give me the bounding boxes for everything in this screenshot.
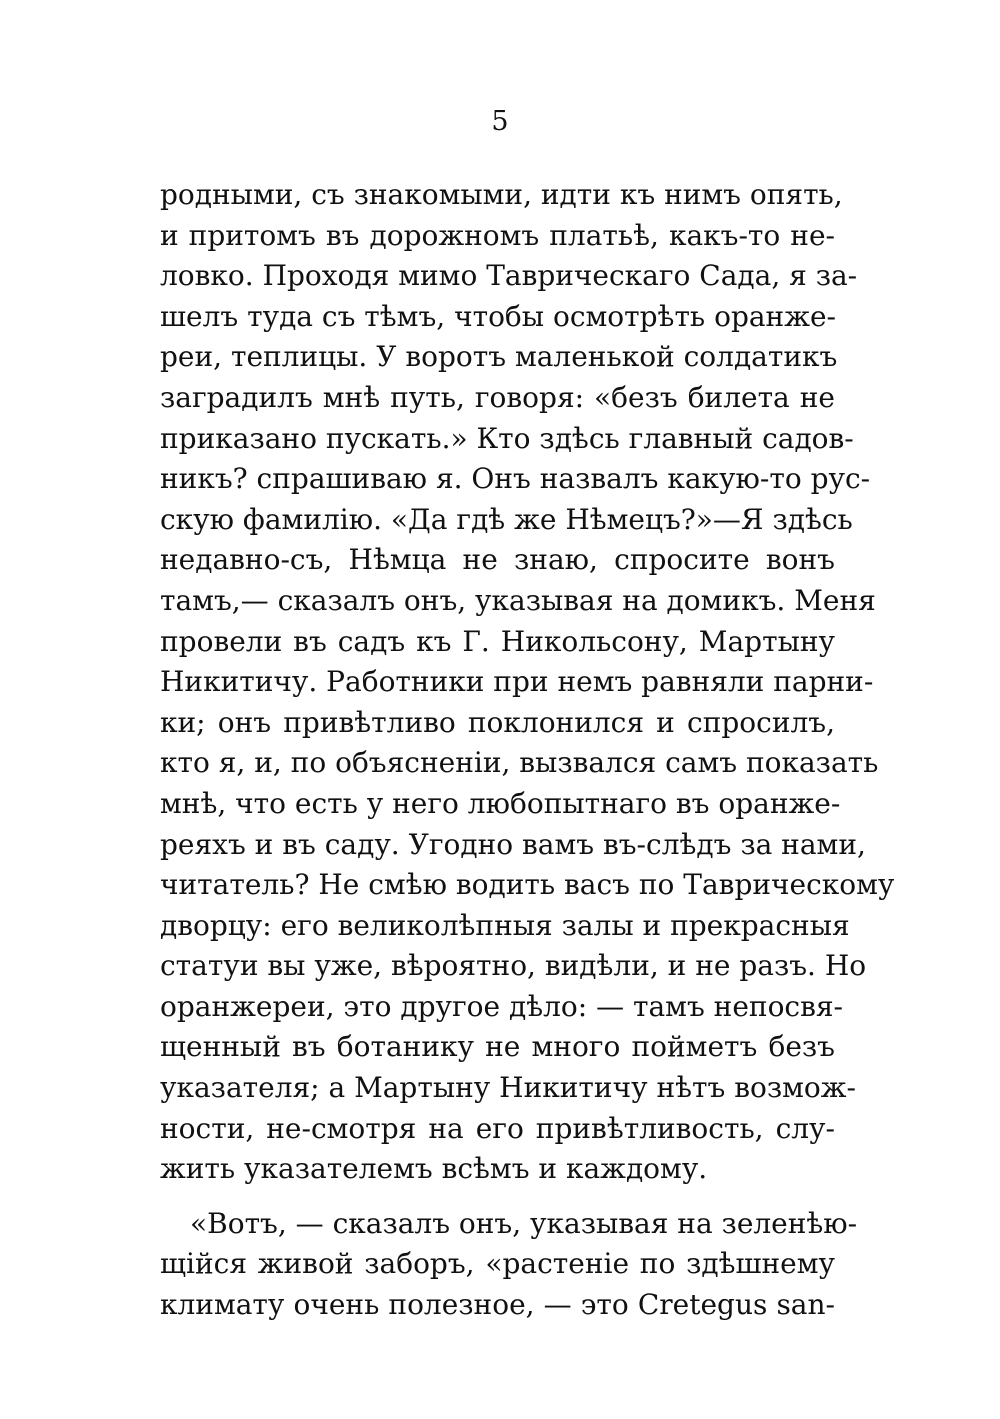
text-line: кто я, и, по объясненіи, вызвался самъ показать [160, 746, 879, 780]
text-line: мнѣ, что есть у него любопытнаго въ оранже- [160, 786, 841, 820]
text-line: оранжереи, это другое дѣло: — тамъ непосвя- [160, 989, 843, 1023]
text-line: и притомъ въ дорожномъ платьѣ, какъ-то не- [160, 218, 835, 252]
text-line: недавно-съ, Нѣмца не знаю, спросите вонъ [160, 543, 835, 577]
text-line: климату очень полезное, — это Cretegus san- [160, 1288, 835, 1322]
text-line: тамъ,— сказалъ онъ, указывая на домикъ. Меня [160, 583, 876, 617]
text-line: провели въ садъ къ Г. Никольсону, Мартыну [160, 624, 835, 658]
paragraph-spacer [160, 1190, 835, 1204]
text-line: щенный въ ботанику не много пойметъ безъ [160, 1030, 835, 1064]
text-line: скую фамилію. «Да гдѣ же Нѣмецъ?»—Я здѣсь [160, 502, 853, 536]
body-text [160, 175, 895, 1326]
text-line: указателя; а Мартыну Никитичу нѣтъ возмож- [160, 1071, 856, 1105]
text-line: Никитичу. Работники при немъ равняли парни- [160, 665, 874, 699]
text-line: статуи вы уже, вѣроятно, видѣли, и не разъ. Но [160, 949, 867, 983]
text-line: читатель? Не смѣю водить васъ по Таврическому [160, 868, 895, 902]
text-line: щійся живой заборъ, «растеніе по здѣшнему [160, 1247, 835, 1281]
text-line: ловко. Проходя мимо Таврическаго Сада, я за- [160, 259, 858, 293]
paragraph-1 [160, 175, 895, 1190]
text-line: жить указателемъ всѣмъ и каждому. [160, 1152, 708, 1186]
text-line: приказано пускать.» Кто здѣсь главный садов- [160, 421, 854, 455]
text-line: ки; онъ привѣтливо поклонился и спросилъ, [160, 705, 835, 739]
text-line: «Вотъ, — сказалъ онъ, указывая на зеленѣю- [190, 1206, 858, 1240]
text-line: никъ? спрашиваю я. Онъ назвалъ какую-то рус- [160, 462, 871, 496]
text-line: дворцу: его великолѣпныя залы и прекрасныя [160, 908, 850, 942]
page-number: 5 [491, 106, 509, 137]
text-line: заградилъ мнѣ путь, говоря: «безъ билета не [160, 380, 835, 414]
text-line: шелъ туда съ тѣмъ, чтобы осмотрѣть оранже- [160, 299, 837, 333]
text-line: реи, теплицы. У воротъ маленькой солдатикъ [160, 340, 838, 374]
text-line: ности, не-смотря на его привѣтливость, слу- [160, 1111, 835, 1145]
paragraph-2 [160, 1204, 858, 1326]
text-line: родными, съ знакомыми, идти къ нимъ опять, [160, 178, 843, 211]
text-line: реяхъ и въ саду. Угодно вамъ въ-слѣдъ за нами, [160, 827, 866, 861]
